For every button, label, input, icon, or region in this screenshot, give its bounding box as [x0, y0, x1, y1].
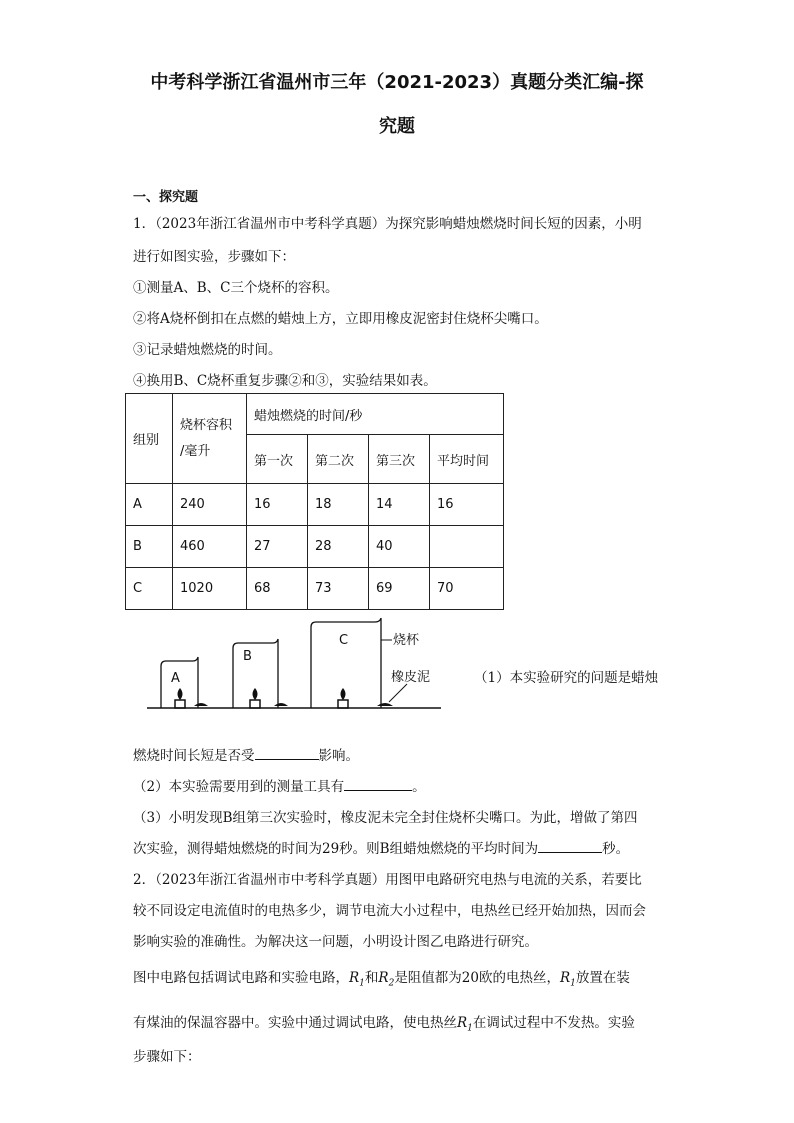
clay-c-icon — [377, 703, 393, 706]
q2-line-3: 影响实验的准确性。为解决这一问题，小明设计图乙电路进行研究。 — [133, 934, 538, 950]
cell-volume: 240 — [173, 484, 247, 526]
section-title: 一、探究题 — [133, 190, 199, 205]
q1-sub3-line-1: （3）小明发现B组第三次实验时，橡皮泥未完全封住烧杯尖嘴口。为此，增做了第四 — [133, 810, 638, 826]
beaker-c-icon — [311, 618, 381, 708]
q1-intro-line-1: 1．（2023年浙江省温州市中考科学真题）为探究影响蜡烛燃烧时间长短的因素，小明 — [133, 216, 642, 232]
beaker-b-label: B — [243, 649, 252, 664]
q2-line-1: 2．（2023年浙江省温州市中考科学真题）用图甲电路研究电热与电流的关系，若要比 — [133, 872, 642, 888]
header-burn-time: 蜡烛燃烧的时间/秒 — [247, 394, 504, 435]
q1-step-2: ②将A烧杯倒扣在点燃的蜡烛上方，立即用橡皮泥密封住烧杯尖嘴口。 — [133, 311, 548, 327]
flame-a-icon — [178, 688, 183, 700]
answer-blank-1[interactable] — [255, 745, 319, 760]
subheader-average: 平均时间 — [430, 435, 504, 484]
cell-avg[interactable] — [430, 526, 504, 568]
q2-line-5-a: 有煤油的保温容器中。实验中通过调试电路，使电热丝 — [133, 1015, 457, 1031]
q1-sub1-line — [133, 744, 359, 764]
resistor-r1-symbol: $R_1$ — [349, 970, 365, 989]
cell-volume: 460 — [173, 526, 247, 568]
q1-sub1-part-c: 影响。 — [318, 748, 359, 764]
q1-sub1-part-b: 燃烧时间长短是否受 — [133, 748, 255, 764]
resistor-r2-symbol: $R_2$ — [378, 970, 395, 989]
cell-t2: 73 — [308, 568, 369, 610]
cell-group: B — [126, 526, 173, 568]
q1-sub1-part-a: （1）本实验研究的问题是蜡烛 — [474, 670, 659, 686]
q2-line-4-d: 放置在装 — [575, 970, 630, 986]
header-volume — [173, 394, 247, 484]
table-row — [126, 568, 504, 610]
subheader-first: 第一次 — [247, 435, 308, 484]
q1-sub2-part-b: 。 — [412, 779, 426, 795]
q1-step-1: ①测量A、B、C三个烧杯的容积。 — [133, 280, 339, 296]
cell-volume: 1020 — [173, 568, 247, 610]
cell-t1: 16 — [247, 484, 308, 526]
cell-t1: 27 — [247, 526, 308, 568]
q1-step-4: ④换用B、C烧杯重复步骤②和③，实验结果如表。 — [133, 373, 437, 389]
cell-t3: 14 — [369, 484, 430, 526]
cell-avg: 16 — [430, 484, 504, 526]
header-volume-line-2: /毫升 — [180, 443, 211, 459]
subheader-second: 第二次 — [308, 435, 369, 484]
q2-line-6: 步骤如下： — [133, 1049, 201, 1065]
q1-sub2-line — [133, 775, 426, 795]
beaker-a-label: A — [171, 671, 180, 686]
clay-callout-line — [389, 684, 407, 702]
header-group: 组别 — [126, 394, 173, 484]
clay-a-icon — [194, 703, 208, 706]
flame-c-icon — [341, 688, 346, 700]
candle-c-icon — [338, 700, 348, 708]
beaker-c-label: C — [339, 633, 349, 648]
page-title-line-2: 究题 — [379, 116, 415, 137]
cell-t2: 18 — [308, 484, 369, 526]
q1-sub3-line-2 — [133, 837, 629, 857]
table-row — [126, 484, 504, 526]
q1-step-3: ③记录蜡烛燃烧的时间。 — [133, 342, 282, 358]
q1-sub2-part-a: （2）本实验需要用到的测量工具有 — [133, 779, 345, 795]
q1-sub3-part-c: 秒。 — [602, 841, 630, 857]
subheader-third: 第三次 — [369, 435, 430, 484]
resistor-r1-symbol-3: $R_1$ — [457, 1015, 473, 1034]
q2-line-4-a: 图中电路包括调试电路和实验电路， — [133, 970, 349, 986]
cell-t2: 28 — [308, 526, 369, 568]
q2-line-4-b: 和 — [364, 970, 379, 986]
candle-a-icon — [175, 700, 185, 708]
results-table — [125, 393, 504, 610]
cell-t1: 68 — [247, 568, 308, 610]
beaker-callout-label: 烧杯 — [393, 633, 420, 648]
header-volume-line-1: 烧杯容积 — [180, 417, 233, 433]
cell-avg: 70 — [430, 568, 504, 610]
candle-b-icon — [250, 700, 260, 708]
clay-callout-label: 橡皮泥 — [391, 670, 431, 685]
q2-line-5 — [133, 1011, 635, 1034]
q1-intro-line-2: 进行如图实验，步骤如下： — [133, 249, 295, 265]
resistor-r1-symbol-2: $R_1$ — [560, 970, 576, 989]
cell-group: C — [126, 568, 173, 610]
q2-line-4 — [133, 966, 630, 989]
q1-sub3-part-b: 次实验，测得蜡烛燃烧的时间为29秒。则B组蜡烛燃烧的平均时间为 — [133, 841, 539, 857]
flame-b-icon — [253, 688, 258, 700]
page-title-line-1: 中考科学浙江省温州市三年（2021-2023）真题分类汇编-探 — [150, 72, 644, 93]
table-row — [126, 526, 504, 568]
q2-line-4-c: 是阻值都为20欧的电热丝， — [394, 970, 560, 986]
q2-line-5-b: 在调试过程中不发热。实验 — [472, 1015, 635, 1031]
q2-line-2: 较不同设定电流值时的电热多少，调节电流大小过程中，电热丝已经开始加热，因而会 — [133, 903, 646, 919]
answer-blank-2[interactable] — [344, 776, 412, 791]
cell-t3: 40 — [369, 526, 430, 568]
answer-blank-3[interactable] — [538, 838, 602, 853]
cell-group: A — [126, 484, 173, 526]
experiment-figure — [145, 618, 445, 718]
cell-t3: 69 — [369, 568, 430, 610]
clay-b-icon — [274, 703, 288, 706]
